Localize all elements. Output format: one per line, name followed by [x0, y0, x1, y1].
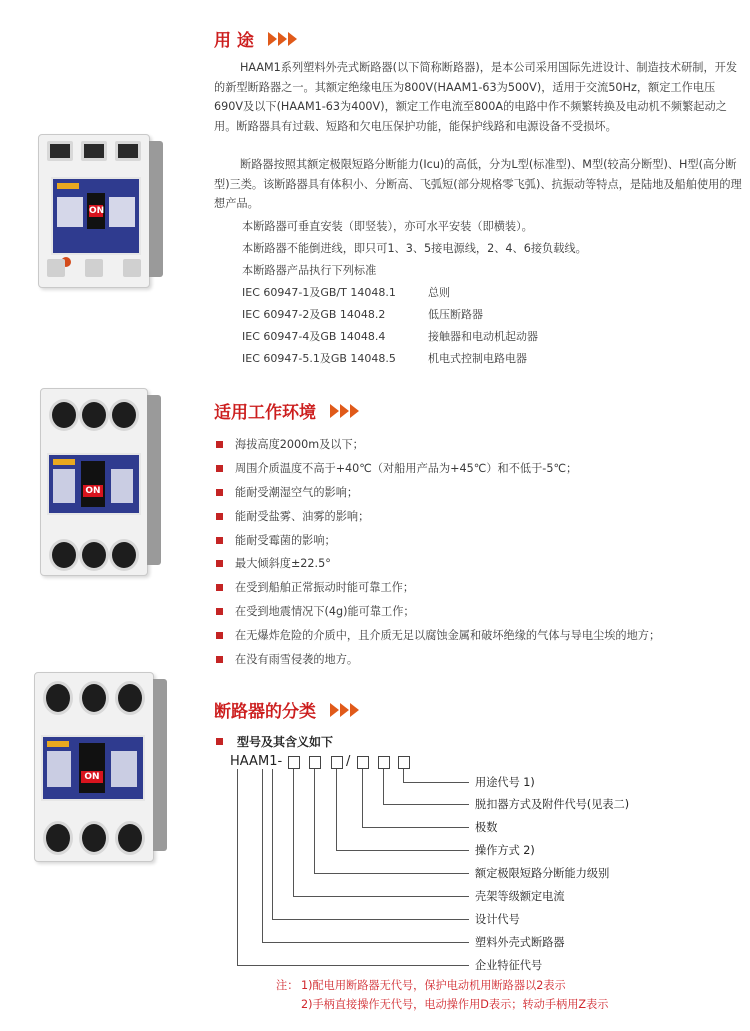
usage-paragraph-2: 断路器按照其额定极限短路分断能力(Icu)的高低，分为L型(标准型)、M型(较高分断型)、H型(高分断型)三类。该断路器具有体积小、分断高、飞弧短(部分规格零飞弧)、抗振动等特点，是陆地及船舶使用的理想产品。	[214, 158, 742, 210]
triple-arrow-icon	[330, 703, 360, 717]
triple-arrow-icon	[330, 404, 360, 418]
on-indicator: ON	[89, 206, 105, 216]
model-code-series: M1-	[258, 754, 283, 769]
breaker-side-shade	[153, 679, 167, 851]
environment-item: 在无爆炸危险的介质中，且介质无足以腐蚀金属和破坏绝缘的气体与导电尘埃的地方；	[216, 627, 660, 643]
terminal-holes-top	[43, 681, 145, 715]
terminal-holes-bottom	[47, 259, 141, 277]
section-title: 用 途	[214, 31, 254, 51]
code-description: 脱扣器方式及附件代号(见表二)	[475, 798, 630, 811]
breaker-front-panel	[51, 177, 141, 255]
terminal-holes-bottom	[43, 821, 145, 855]
bullet-square-icon	[216, 441, 223, 448]
leader-line	[336, 769, 337, 850]
standard-row	[242, 306, 483, 322]
brand-logo	[47, 741, 69, 747]
environment-item: 在受到船舶正常振动时能可靠工作；	[216, 579, 414, 595]
handle-window	[79, 743, 105, 793]
product-image-breaker-1	[38, 134, 150, 288]
leader-line	[314, 873, 469, 874]
environment-item: 能耐受盐雾、油雾的影响；	[216, 508, 369, 524]
bullet-square-icon	[216, 513, 223, 520]
rating-label	[53, 469, 75, 503]
triple-arrow-icon	[268, 32, 298, 46]
bullet-square-icon	[216, 608, 223, 615]
note-line-2: 2)手柄直接操作无代号，电动操作用D表示；转动手柄用Z表示	[301, 998, 609, 1011]
leader-line	[272, 919, 469, 920]
code-box-4	[357, 756, 369, 769]
bullet-square-icon	[216, 584, 223, 591]
bullet-square-icon	[216, 465, 223, 472]
environment-item: 能耐受潮湿空气的影响；	[216, 484, 358, 500]
bullet-square-icon	[216, 560, 223, 567]
standard-name: 总则	[428, 286, 450, 299]
section-heading-classification	[214, 697, 360, 722]
leader-line	[336, 850, 469, 851]
usage-paragraph-1: HAAM1系列塑料外壳式断路器(以下简称断路器)，是本公司采用国际先进设计、制造技术研制，开发的新型断路器之一。其额定绝缘电压为800V(HAAM1-63为500V)，适用于交流50Hz，额定工作电压690V及以下(HAAM1-63为400V)，额定工作电流至800A的电路中作不频繁转换及电动机不频繁起动之用。断路器具有过载、短路和欠电压保护功能，能保护线路和电源设备不受损坏。	[214, 61, 738, 133]
code-box-3	[331, 756, 343, 769]
code-description: 操作方式 2)	[475, 844, 535, 857]
leader-line	[262, 769, 263, 942]
leader-line	[362, 827, 469, 828]
leader-line	[314, 769, 315, 873]
brand-logo	[53, 459, 75, 465]
standard-code: IEC 60947-4及GB 14048.4	[242, 330, 386, 343]
model-code-slash: /	[346, 754, 351, 769]
standard-code: IEC 60947-1及GB/T 14048.1	[242, 286, 396, 299]
leader-line	[237, 965, 469, 966]
on-indicator: ON	[81, 771, 103, 783]
on-indicator: ON	[83, 485, 103, 497]
code-description: 塑料外壳式断路器	[475, 936, 565, 949]
leader-line	[293, 769, 294, 896]
leader-line	[362, 769, 363, 827]
leader-line	[383, 804, 469, 805]
note-line-1: 1)配电用断路器无代号，保护电动机用断路器以2表示	[301, 979, 566, 992]
breaker-front-panel	[47, 453, 141, 515]
code-box-6	[398, 756, 410, 769]
spec-label	[111, 469, 133, 503]
terminal-holes-bottom	[49, 539, 139, 571]
breaker-side-shade	[147, 395, 161, 565]
note-label: 注：	[276, 979, 299, 992]
standard-name: 机电式控制电路电器	[428, 352, 527, 365]
bullet-square-icon	[216, 632, 223, 639]
product-image-breaker-2	[40, 388, 148, 576]
code-description: 壳架等级额定电流	[475, 890, 565, 903]
brand-logo	[57, 183, 79, 189]
code-description: 极数	[475, 821, 498, 834]
leader-line	[262, 942, 469, 943]
bullet-square-icon	[216, 489, 223, 496]
standard-row	[242, 328, 538, 344]
standard-row	[242, 284, 450, 300]
usage-line-standards-intro: 本断路器产品执行下列标准	[242, 264, 377, 277]
code-box-5	[378, 756, 390, 769]
code-box-1	[288, 756, 300, 769]
environment-item: 在没有雨雪侵袭的地方。	[216, 651, 358, 667]
leader-line	[293, 896, 469, 897]
spec-label	[109, 197, 135, 227]
model-meaning-subtitle: 型号及其含义如下	[216, 733, 333, 750]
leader-line	[237, 769, 238, 965]
environment-item: 最大倾斜度±22.5°	[216, 555, 331, 571]
leader-line	[403, 782, 469, 783]
model-code-prefix: HAA	[230, 754, 258, 769]
standard-row	[242, 350, 527, 366]
rating-label	[47, 751, 71, 787]
bullet-square-icon	[216, 656, 223, 663]
usage-line-install: 本断路器可垂直安装（即竖装），亦可水平安装（即横装）。	[242, 220, 533, 233]
spec-label	[111, 751, 137, 787]
rating-label	[57, 197, 83, 227]
environment-item: 能耐受霉菌的影响；	[216, 532, 336, 548]
breaker-front-panel	[41, 735, 145, 801]
terminal-holes-top	[49, 399, 139, 431]
handle-window	[81, 461, 105, 507]
environment-item: 周围介质温度不高于+40℃（对船用产品为+45℃）和不低于-5℃；	[216, 460, 577, 476]
standard-name: 接触器和电动机起动器	[428, 330, 538, 343]
code-description: 额定极限短路分断能力级别	[475, 867, 610, 880]
section-heading-environment	[214, 398, 360, 423]
standard-name: 低压断路器	[428, 308, 483, 321]
leader-line	[383, 769, 384, 804]
terminal-holes-top	[47, 141, 141, 161]
product-image-breaker-3	[34, 672, 154, 862]
code-description: 企业特征代号	[475, 959, 543, 972]
section-heading-usage	[214, 26, 298, 51]
breaker-side-shade	[149, 141, 163, 277]
usage-line-wiring: 本断路器不能倒进线，即只可1、3、5接电源线，2、4、6接负载线。	[242, 242, 587, 255]
bullet-square-icon	[216, 537, 223, 544]
bullet-square-icon	[216, 738, 223, 745]
code-box-2	[309, 756, 321, 769]
standard-code: IEC 60947-5.1及GB 14048.5	[242, 352, 396, 365]
leader-line	[272, 769, 273, 919]
leader-line	[403, 769, 404, 782]
environment-item: 在受到地震情况下(4g)能可靠工作；	[216, 603, 415, 619]
section-title: 适用工作环境	[214, 403, 316, 423]
code-description: 用途代号 1)	[475, 776, 535, 789]
section-title: 断路器的分类	[214, 702, 316, 722]
code-description: 设计代号	[475, 913, 520, 926]
standard-code: IEC 60947-2及GB 14048.2	[242, 308, 386, 321]
environment-item: 海拔高度2000m及以下；	[216, 436, 364, 452]
